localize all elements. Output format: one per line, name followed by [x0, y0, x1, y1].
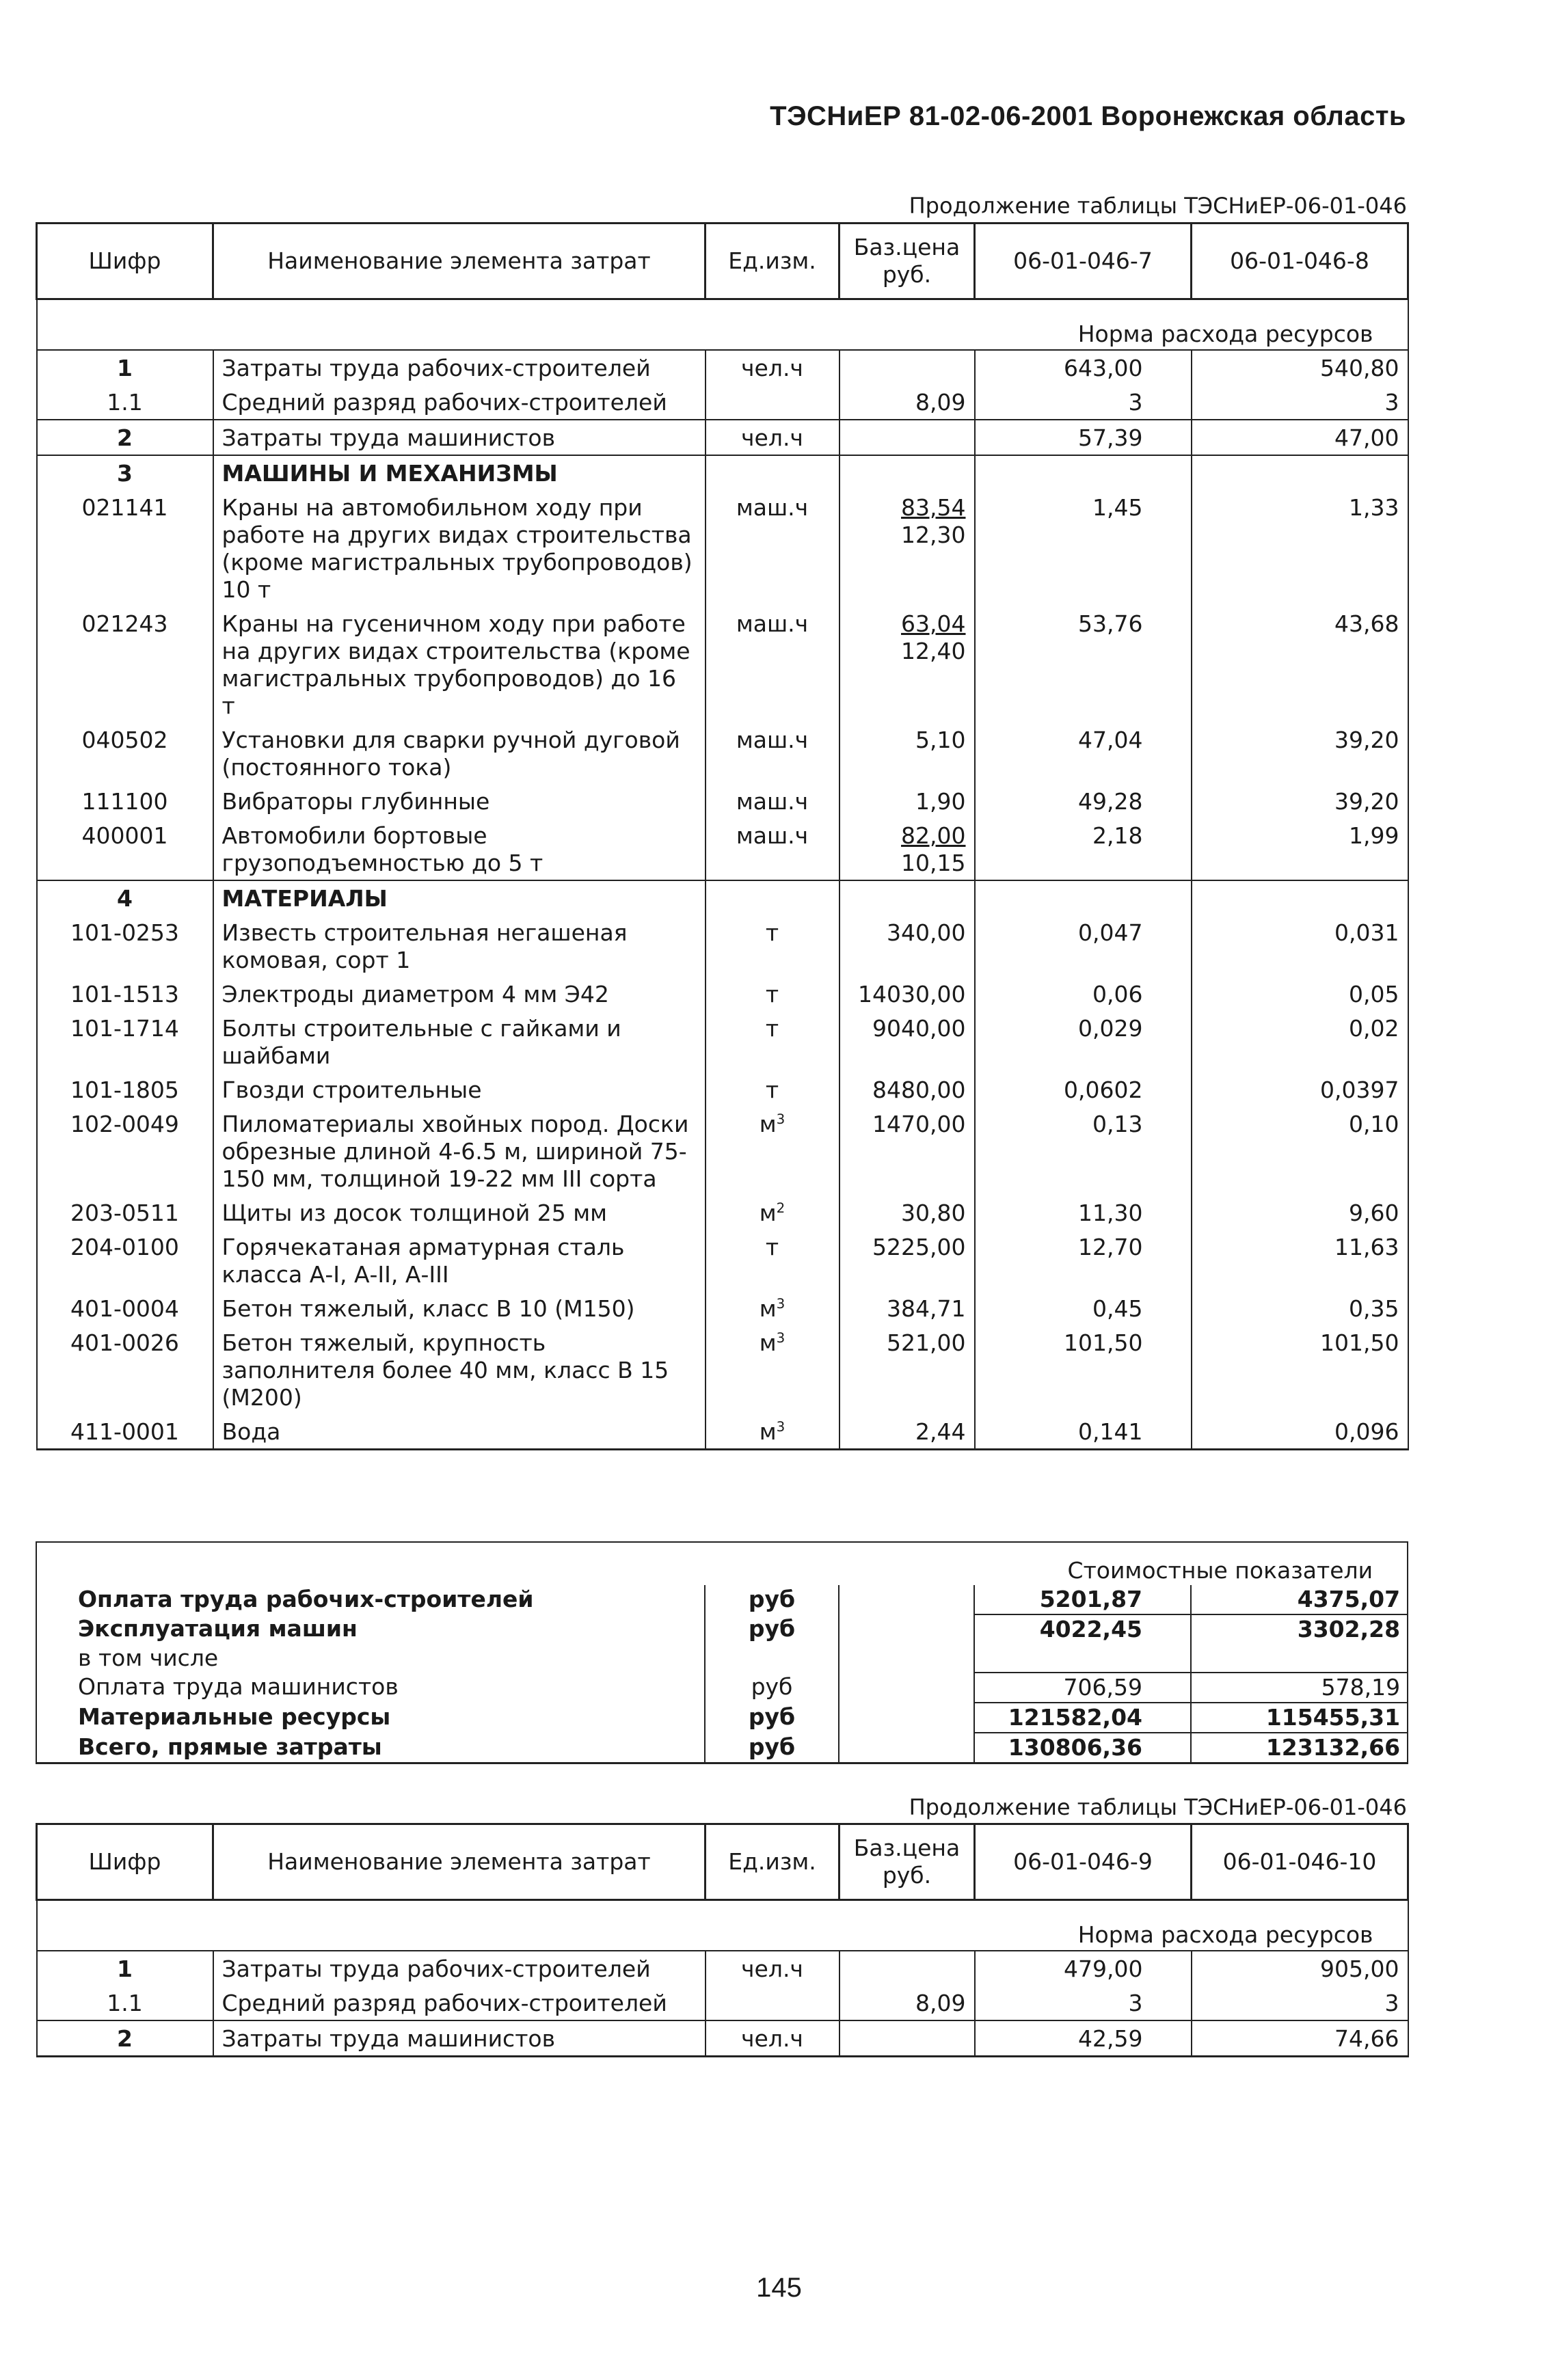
cell-name: Щиты из досок толщиной 25 мм [213, 1195, 706, 1230]
cell-name: Автомобили бортовые грузоподъемностью до 5 т [213, 818, 706, 880]
cell-value-2: 0,05 [1192, 977, 1408, 1011]
cell-name: Бетон тяжелый, класс В 10 (М150) [213, 1291, 706, 1325]
cell-code: 101-0253 [37, 915, 213, 977]
cell-price: 1,90 [840, 784, 975, 818]
cell-unit [706, 1291, 840, 1325]
table-row [37, 1011, 1408, 1072]
cell-price: 1470,00 [840, 1107, 975, 1195]
cell-code: 4 [37, 880, 213, 915]
cell-value-1 [975, 455, 1192, 490]
table-row [37, 722, 1408, 784]
table-row [37, 818, 1408, 880]
cell-name: Бетон тяжелый, крупность заполнителя более 40 мм, класс В 15 (М200) [213, 1325, 706, 1414]
cell-unit [706, 1986, 840, 2020]
cell-price [840, 455, 975, 490]
col-header-unit: Ед.изм. [706, 224, 840, 299]
cell-unit: т [706, 977, 840, 1011]
page-header: ТЭСНиЕР 81-02-06-2001 Воронежская область [770, 101, 1406, 131]
summary-price [839, 1733, 974, 1763]
cell-value-1: 11,30 [975, 1195, 1192, 1230]
summary-name: Оплата труда рабочих-строителей [36, 1585, 705, 1614]
cell-value-2: 0,10 [1192, 1107, 1408, 1195]
summary-value-2: 115455,31 [1191, 1703, 1408, 1733]
table-row [37, 606, 1408, 722]
col-header-col1: 06-01-046-7 [975, 224, 1192, 299]
cost-title-row [36, 1542, 1408, 1585]
cell-code: 111100 [37, 784, 213, 818]
summary-unit: руб [705, 1733, 839, 1763]
cell-name: Горячекатаная арматурная сталь класса А-I, А-II, А-III [213, 1230, 706, 1291]
cell-value-1: 0,06 [975, 977, 1192, 1011]
price-numerator: 82,00 [901, 822, 966, 849]
cell-unit [706, 455, 840, 490]
table-row [37, 977, 1408, 1011]
table-header-row [37, 1824, 1408, 1900]
cell-code: 101-1513 [37, 977, 213, 1011]
cell-value-2: 11,63 [1192, 1230, 1408, 1291]
unit-display: $м^3$ [759, 1295, 785, 1322]
table-row [37, 880, 1408, 915]
cell-value-2: 101,50 [1192, 1325, 1408, 1414]
cell-code: 401-0004 [37, 1291, 213, 1325]
cell-unit: чел.ч [706, 1951, 840, 1986]
summary-value-1 [974, 1644, 1191, 1673]
cell-name: Средний разряд рабочих-строителей [213, 385, 706, 420]
cell-price [840, 350, 975, 385]
cell-unit: т [706, 1230, 840, 1291]
summary-price [839, 1585, 974, 1614]
summary-row [36, 1703, 1408, 1733]
cell-value-1: 0,45 [975, 1291, 1192, 1325]
cell-price: 30,80 [840, 1195, 975, 1230]
cell-unit: т [706, 1072, 840, 1107]
summary-row [36, 1585, 1408, 1614]
table-row [37, 1951, 1408, 1986]
cell-price [840, 1951, 975, 1986]
cell-code: 1 [37, 350, 213, 385]
cell-price [840, 880, 975, 915]
summary-row [36, 1614, 1408, 1644]
cell-value-2: 0,031 [1192, 915, 1408, 977]
cell-value-1: 0,047 [975, 915, 1192, 977]
summary-unit: руб [705, 1673, 839, 1703]
norm-title-row [37, 299, 1408, 351]
cell-value-2: 1,33 [1192, 490, 1408, 606]
cell-price [840, 2020, 975, 2057]
cell-price: 9040,00 [840, 1011, 975, 1072]
table-row [37, 2020, 1408, 2057]
table-header-row [37, 224, 1408, 299]
summary-name: в том числе [36, 1644, 705, 1673]
cell-value-2: 39,20 [1192, 722, 1408, 784]
summary-value-1: 121582,04 [974, 1703, 1191, 1733]
cell-unit [706, 1325, 840, 1414]
table-row [37, 420, 1408, 455]
cell-value-2: 3 [1192, 1986, 1408, 2020]
unit-display: $м^3$ [759, 1329, 785, 1356]
cell-price: 384,71 [840, 1291, 975, 1325]
summary-price [839, 1673, 974, 1703]
cell-value-1: 3 [975, 1986, 1192, 2020]
table-row [37, 385, 1408, 420]
price-numerator: 63,04 [901, 610, 966, 637]
cell-unit: чел.ч [706, 350, 840, 385]
cell-code: 2 [37, 2020, 213, 2057]
cell-value-1: 0,13 [975, 1107, 1192, 1195]
cell-value-2: 3 [1192, 385, 1408, 420]
norm-title: Норма расхода ресурсов [37, 299, 1408, 351]
price-numerator: 83,54 [901, 494, 966, 521]
cell-unit: чел.ч [706, 2020, 840, 2057]
cell-name: МАШИНЫ И МЕХАНИЗМЫ [213, 455, 706, 490]
unit-display: $м^2$ [759, 1200, 785, 1226]
cell-price: 8480,00 [840, 1072, 975, 1107]
cell-code: 400001 [37, 818, 213, 880]
cell-name: Вода [213, 1414, 706, 1450]
cell-value-2: 0,35 [1192, 1291, 1408, 1325]
cell-code: 1.1 [37, 1986, 213, 2020]
cell-name: Затраты труда машинистов [213, 420, 706, 455]
cell-value-1: 643,00 [975, 350, 1192, 385]
cell-name: Установки для сварки ручной дуговой (постоянного тока) [213, 722, 706, 784]
cell-name: Вибраторы глубинные [213, 784, 706, 818]
summary-value-2: 123132,66 [1191, 1733, 1408, 1763]
cell-code: 3 [37, 455, 213, 490]
cell-value-1: 0,0602 [975, 1072, 1192, 1107]
cell-name: Гвозди строительные [213, 1072, 706, 1107]
unit-display: $м^3$ [759, 1111, 785, 1137]
summary-value-2 [1191, 1644, 1408, 1673]
cell-code: 401-0026 [37, 1325, 213, 1414]
summary-value-2: 3302,28 [1191, 1614, 1408, 1644]
cell-code: 204-0100 [37, 1230, 213, 1291]
summary-value-2: 578,19 [1191, 1673, 1408, 1703]
table2-caption: Продолжение таблицы ТЭСНиЕР-06-01-046 [909, 1794, 1407, 1820]
col-header-price: Баз.цена руб. [840, 224, 975, 299]
price-denominator: 12,40 [901, 638, 966, 664]
table-row [37, 490, 1408, 606]
cell-value-1: 0,029 [975, 1011, 1192, 1072]
cell-price: 521,00 [840, 1325, 975, 1414]
cell-unit [706, 1107, 840, 1195]
table-row [37, 1414, 1408, 1450]
summary-name: Эксплуатация машин [36, 1614, 705, 1644]
cell-value-1: 47,04 [975, 722, 1192, 784]
summary-unit: руб [705, 1703, 839, 1733]
price-fraction [901, 822, 965, 877]
summary-value-2: 4375,07 [1191, 1585, 1408, 1614]
table-row [37, 1230, 1408, 1291]
col-header-name: Наименование элемента затрат [213, 224, 706, 299]
summary-price [839, 1644, 974, 1673]
cell-value-2: 0,02 [1192, 1011, 1408, 1072]
col-header-unit: Ед.изм. [706, 1824, 840, 1900]
cell-value-1: 3 [975, 385, 1192, 420]
cell-name: Болты строительные с гайками и шайбами [213, 1011, 706, 1072]
price-denominator: 12,30 [901, 522, 966, 548]
cell-name: Электроды диаметром 4 мм Э42 [213, 977, 706, 1011]
col-header-name: Наименование элемента затрат [213, 1824, 706, 1900]
price-fraction [901, 494, 965, 549]
cell-value-1: 49,28 [975, 784, 1192, 818]
cell-unit [706, 880, 840, 915]
table-row [37, 915, 1408, 977]
summary-name: Всего, прямые затраты [36, 1733, 705, 1763]
cell-value-2: 540,80 [1192, 350, 1408, 385]
summary-row [36, 1644, 1408, 1673]
cell-price: 5225,00 [840, 1230, 975, 1291]
resource-table-1 [36, 222, 1409, 1450]
cell-unit [706, 1414, 840, 1450]
cell-name: Краны на гусеничном ходу при работе на других видах строительства (кроме магистральных трубопроводов) до 16 т [213, 606, 706, 722]
cell-unit: маш.ч [706, 784, 840, 818]
cost-title: Стоимостные показатели [36, 1542, 1408, 1585]
summary-price [839, 1614, 974, 1644]
table-row [37, 1325, 1408, 1414]
cell-value-1: 53,76 [975, 606, 1192, 722]
col-header-col2: 06-01-046-10 [1192, 1824, 1408, 1900]
table1-caption: Продолжение таблицы ТЭСНиЕР-06-01-046 [909, 193, 1407, 219]
summary-name: Материальные ресурсы [36, 1703, 705, 1733]
cell-unit: маш.ч [706, 818, 840, 880]
cell-value-1: 479,00 [975, 1951, 1192, 1986]
cell-value-2: 43,68 [1192, 606, 1408, 722]
cell-price [840, 818, 975, 880]
cell-name: Краны на автомобильном ходу при работе на других видах строительства (кроме магистральных трубопроводов) 10 т [213, 490, 706, 606]
cell-unit [706, 385, 840, 420]
cell-price [840, 490, 975, 606]
cell-unit: маш.ч [706, 490, 840, 606]
cell-value-1: 12,70 [975, 1230, 1192, 1291]
cell-value-2: 39,20 [1192, 784, 1408, 818]
cell-code: 021141 [37, 490, 213, 606]
cell-value-2: 9,60 [1192, 1195, 1408, 1230]
cell-value-2 [1192, 455, 1408, 490]
summary-name: Оплата труда машинистов [36, 1673, 705, 1703]
col-header-code: Шифр [37, 224, 213, 299]
cell-code: 101-1805 [37, 1072, 213, 1107]
summary-value-1: 706,59 [974, 1673, 1191, 1703]
summary-value-1: 130806,36 [974, 1733, 1191, 1763]
summary-price [839, 1703, 974, 1733]
cell-price: 8,09 [840, 385, 975, 420]
cell-value-2: 47,00 [1192, 420, 1408, 455]
page-number: 145 [756, 2273, 802, 2303]
cell-unit: т [706, 915, 840, 977]
unit-display: $м^3$ [759, 1418, 785, 1445]
summary-value-1: 4022,45 [974, 1614, 1191, 1644]
table-row [37, 1986, 1408, 2020]
cell-value-1: 57,39 [975, 420, 1192, 455]
cell-unit: чел.ч [706, 420, 840, 455]
cell-name: Затраты труда рабочих-строителей [213, 1951, 706, 1986]
col-header-code: Шифр [37, 1824, 213, 1900]
cell-code: 411-0001 [37, 1414, 213, 1450]
table-row [37, 1107, 1408, 1195]
cell-value-2: 0,096 [1192, 1414, 1408, 1450]
cell-value-2: 74,66 [1192, 2020, 1408, 2057]
cell-code: 1.1 [37, 385, 213, 420]
cost-summary-table [36, 1541, 1408, 1764]
cell-code: 102-0049 [37, 1107, 213, 1195]
cell-name: Затраты труда машинистов [213, 2020, 706, 2057]
cell-value-1: 1,45 [975, 490, 1192, 606]
summary-unit: руб [705, 1585, 839, 1614]
cell-value-1 [975, 880, 1192, 915]
cell-price: 14030,00 [840, 977, 975, 1011]
cell-price: 5,10 [840, 722, 975, 784]
cell-value-2 [1192, 880, 1408, 915]
cell-price [840, 606, 975, 722]
summary-row [36, 1733, 1408, 1763]
cell-code: 021243 [37, 606, 213, 722]
cell-code: 101-1714 [37, 1011, 213, 1072]
cell-value-2: 1,99 [1192, 818, 1408, 880]
cell-value-1: 101,50 [975, 1325, 1192, 1414]
cell-value-1: 2,18 [975, 818, 1192, 880]
norm-title-row [37, 1900, 1408, 1951]
summary-row [36, 1673, 1408, 1703]
table-row [37, 1072, 1408, 1107]
cell-value-2: 905,00 [1192, 1951, 1408, 1986]
cell-unit: маш.ч [706, 722, 840, 784]
cell-value-2: 0,0397 [1192, 1072, 1408, 1107]
price-denominator: 10,15 [901, 850, 966, 876]
table-row [37, 1195, 1408, 1230]
table-row [37, 784, 1408, 818]
cell-price [840, 420, 975, 455]
cell-price: 2,44 [840, 1414, 975, 1450]
col-header-col1: 06-01-046-9 [975, 1824, 1192, 1900]
cell-price: 340,00 [840, 915, 975, 977]
cell-name: Известь строительная негашеная комовая, сорт 1 [213, 915, 706, 977]
summary-unit: руб [705, 1614, 839, 1644]
cell-code: 040502 [37, 722, 213, 784]
table-row [37, 1291, 1408, 1325]
cell-unit [706, 1195, 840, 1230]
summary-unit [705, 1644, 839, 1673]
cell-name: Затраты труда рабочих-строителей [213, 350, 706, 385]
summary-value-1: 5201,87 [974, 1585, 1191, 1614]
cell-name: МАТЕРИАЛЫ [213, 880, 706, 915]
cell-code: 1 [37, 1951, 213, 1986]
cell-unit: маш.ч [706, 606, 840, 722]
price-fraction [901, 610, 965, 665]
cell-code: 2 [37, 420, 213, 455]
cell-value-1: 42,59 [975, 2020, 1192, 2057]
col-header-price: Баз.цена руб. [840, 1824, 975, 1900]
cell-code: 203-0511 [37, 1195, 213, 1230]
cell-unit: т [706, 1011, 840, 1072]
table-row [37, 455, 1408, 490]
cell-value-1: 0,141 [975, 1414, 1192, 1450]
cell-price: 8,09 [840, 1986, 975, 2020]
resource-table-2 [36, 1823, 1409, 2057]
norm-title: Норма расхода ресурсов [37, 1900, 1408, 1951]
col-header-col2: 06-01-046-8 [1192, 224, 1408, 299]
cell-name: Средний разряд рабочих-строителей [213, 1986, 706, 2020]
table-row [37, 350, 1408, 385]
cell-name: Пиломатериалы хвойных пород. Доски обрезные длиной 4-6.5 м, шириной 75-150 мм, толщиной 19-22 мм III сорта [213, 1107, 706, 1195]
